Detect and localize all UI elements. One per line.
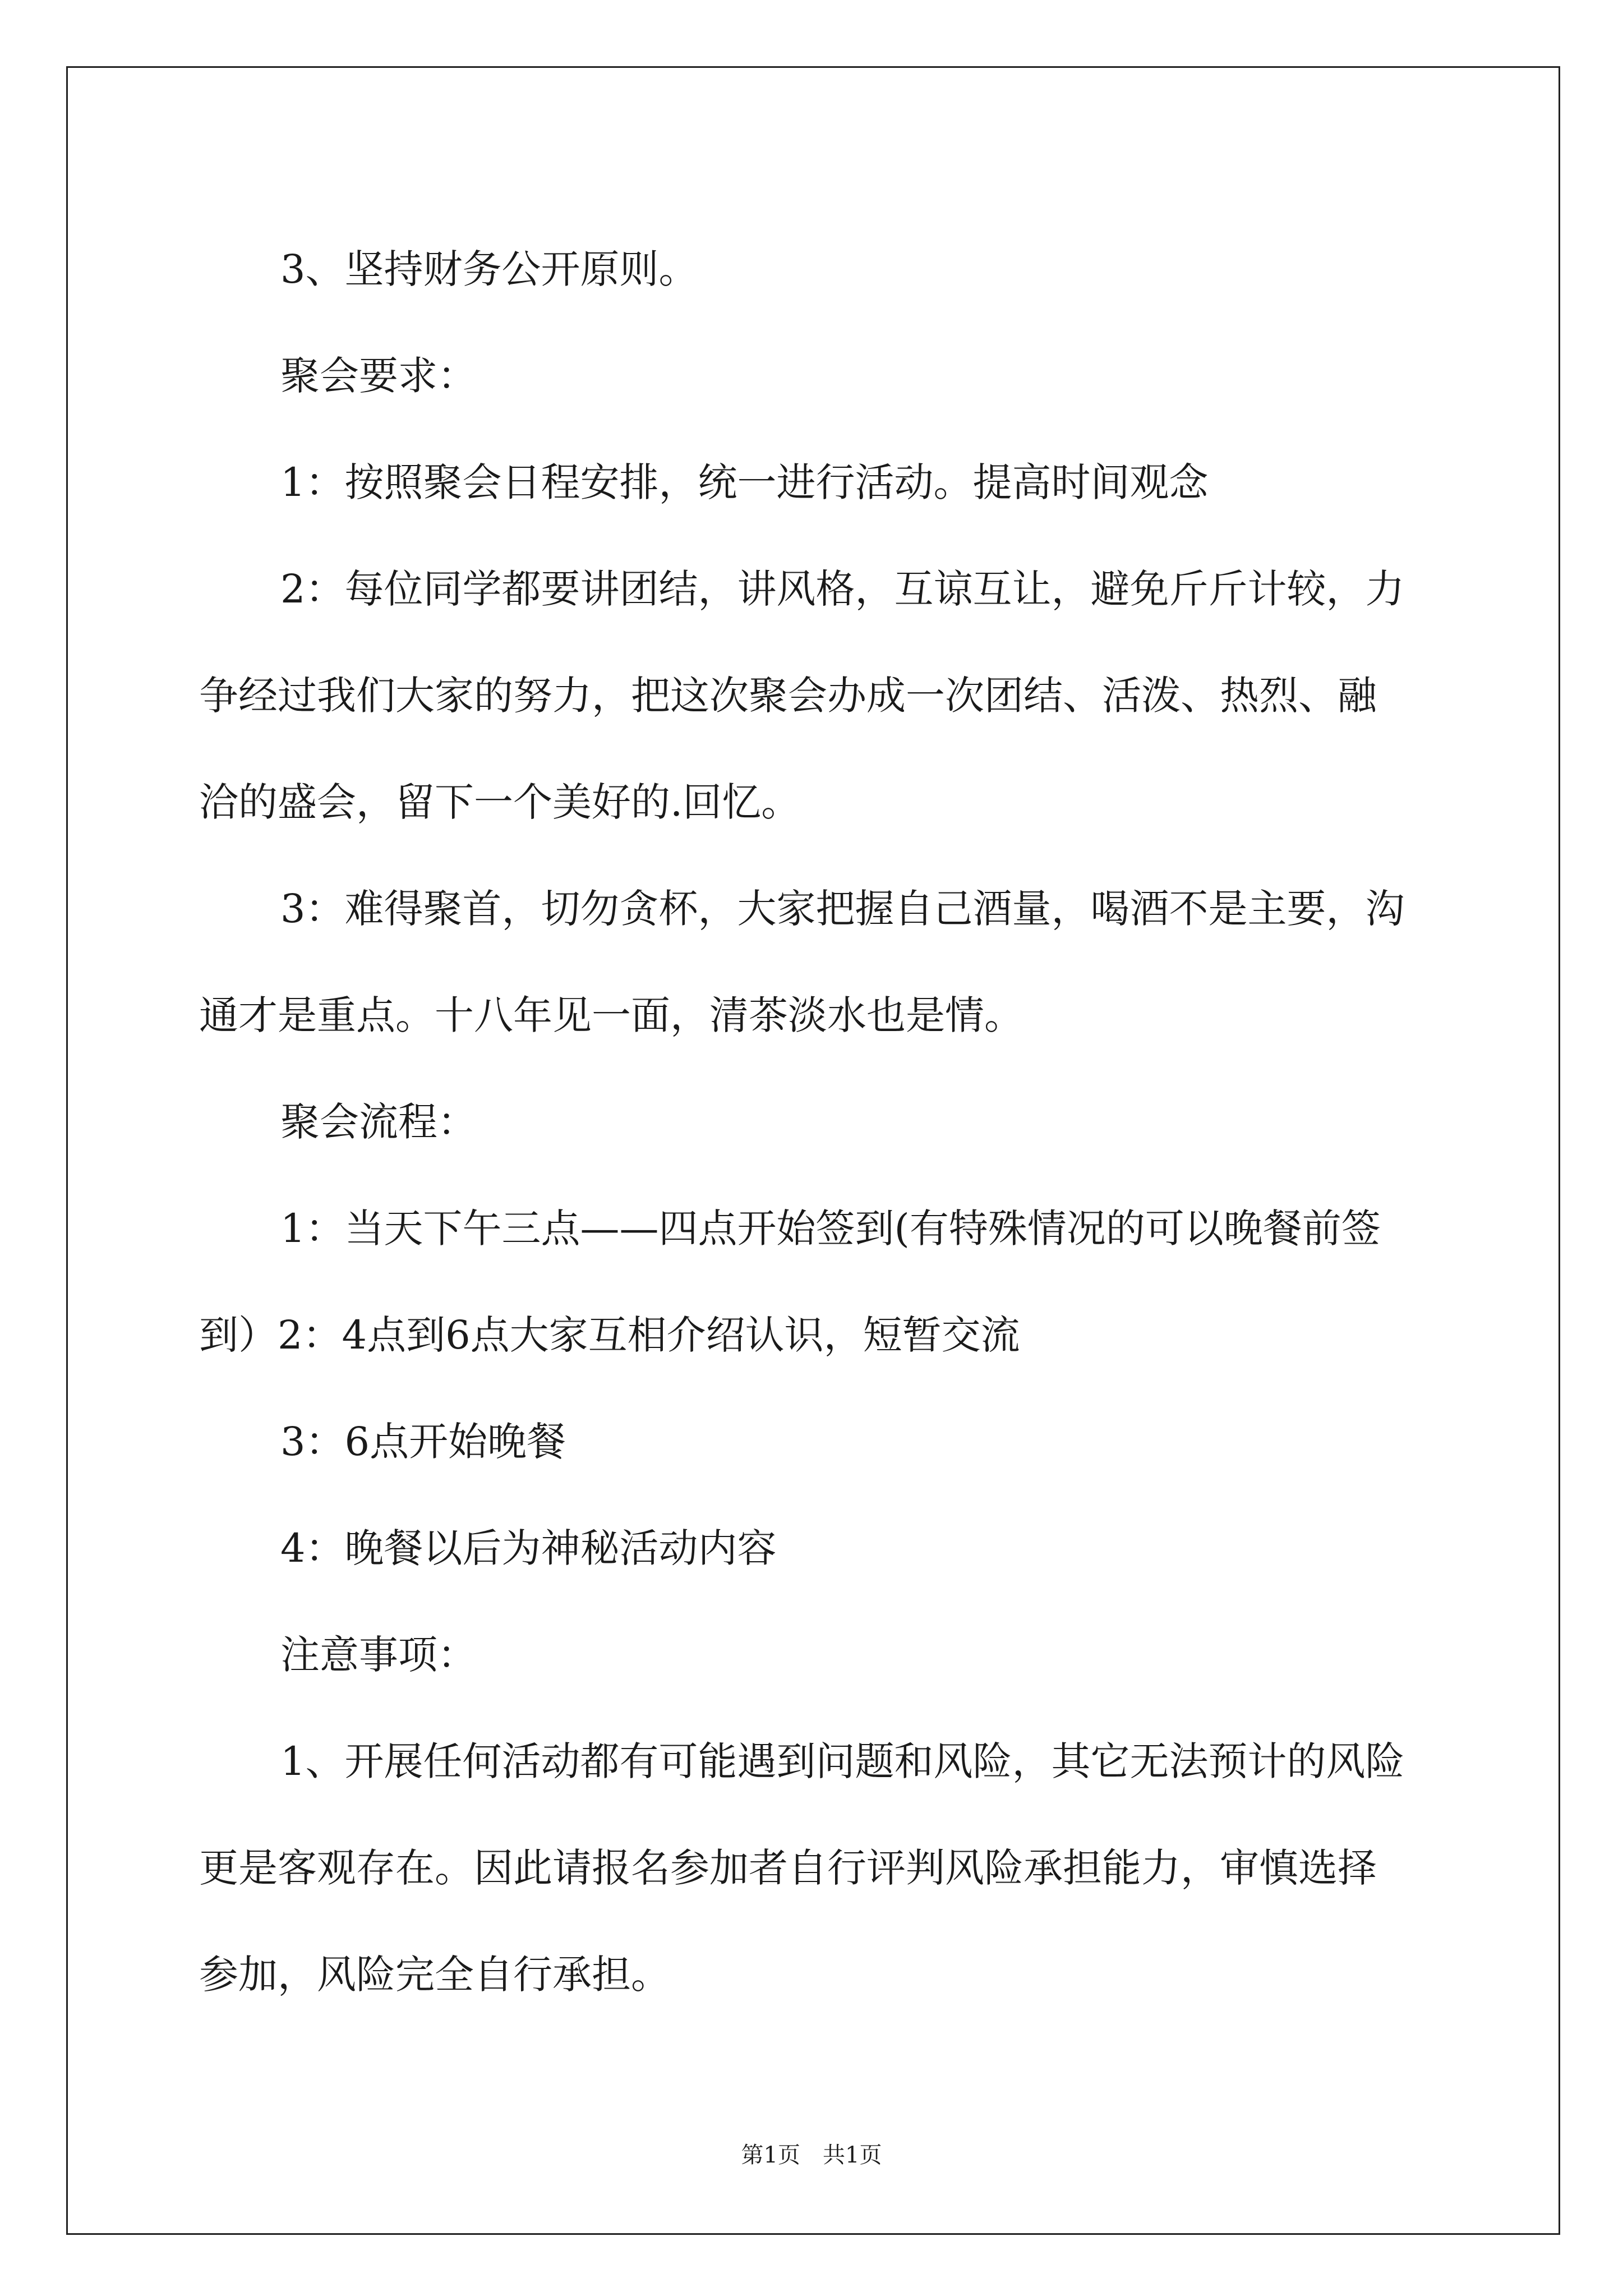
text-line: 到）2：4点到6点大家互相介绍认识，短暂交流 <box>199 1312 1020 1358</box>
text-line: 1、开展任何活动都有可能遇到问题和风险，其它无法预计的风险 <box>280 1738 1405 1784</box>
text-line: 1：按照聚会日程安排，统一进行活动。提高时间观念 <box>280 459 1209 505</box>
text-line: 1：当天下午三点——四点开始签到(有特殊情况的可以晚餐前签 <box>280 1205 1381 1251</box>
document-body <box>199 216 1433 2028</box>
text-line: 2：每位同学都要讲团结，讲风格，互谅互让，避免斤斤计较，力 <box>280 566 1405 612</box>
heading-requirements <box>199 323 1433 429</box>
text-line: 参加，风险完全自行承担。 <box>199 1952 670 1998</box>
text-line: 争经过我们大家的努力，把这次聚会办成一次团结、活泼、热烈、融 <box>199 673 1377 719</box>
text-line: 3：6点开始晚餐 <box>280 1419 566 1465</box>
paragraph-requirement-2 <box>199 536 1433 855</box>
text-line: 更是客观存在。因此请报名参加者自行评判风险承担能力，审慎选择 <box>199 1845 1377 1891</box>
paragraph-note-1 <box>199 1708 1433 2028</box>
heading-notes <box>199 1602 1433 1708</box>
text-line: 聚会要求： <box>280 353 477 399</box>
paragraph-requirement-1 <box>199 429 1433 536</box>
paragraph-finance-principle <box>199 216 1433 323</box>
text-line: 注意事项： <box>280 1632 477 1678</box>
paragraph-process-3 <box>199 1388 1433 1495</box>
text-line: 洽的盛会，留下一个美好的.回忆。 <box>199 779 801 825</box>
text-line: 4：晚餐以后为神秘活动内容 <box>280 1525 777 1571</box>
page-number-footer: 第1页 共1页 <box>741 2142 882 2168</box>
paragraph-process-4 <box>199 1495 1433 1602</box>
text-line: 通才是重点。十八年见一面，清茶淡水也是情。 <box>199 992 1023 1038</box>
text-line: 3：难得聚首，切勿贪杯，大家把握自己酒量，喝酒不是主要，沟 <box>280 886 1405 932</box>
paragraph-requirement-3 <box>199 855 1433 1069</box>
text-line: 聚会流程： <box>280 1099 477 1145</box>
heading-process <box>199 1069 1433 1175</box>
paragraph-process-1 <box>199 1175 1433 1388</box>
text-line: 3、坚持财务公开原则。 <box>280 246 698 292</box>
